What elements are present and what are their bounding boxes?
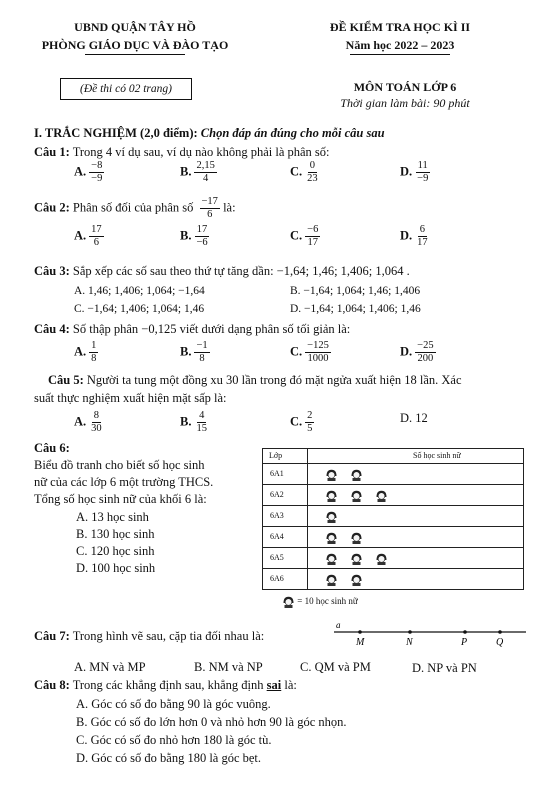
question-label: Câu 2: [34, 200, 70, 215]
student-icon [375, 489, 388, 501]
question-text: Sắp xếp các số sau theo thứ tự tăng dần: −1,64; 1,46; 1,406; 1,064 . [72, 264, 410, 278]
q2-option-a[interactable]: A. $\frac{17}{6}$ [74, 224, 102, 248]
point-q [498, 630, 502, 634]
q1-option-d[interactable]: D. $\frac{11}{-9}$ [400, 160, 429, 184]
ray-diagram [330, 618, 530, 648]
q5-option-c[interactable]: C. $\frac{2}{5}$ [290, 410, 313, 434]
question-label: Câu 3: [34, 264, 70, 278]
question-6-line2: nữ của các lớp 6 một trường THCS. [34, 475, 214, 489]
point-label-q: Q [496, 637, 504, 648]
student-icon [325, 531, 338, 543]
q6-option-b[interactable]: B. 130 học sinh [76, 527, 155, 541]
student-icon [350, 489, 363, 501]
pictograph-class-label: 6A1 [270, 468, 284, 478]
question-2: Câu 2: Phân số đối của phân số $\frac{-17}{6}$ là: [34, 196, 236, 220]
q8-option-c[interactable]: C. Góc có số đo nhỏ hơn 180 là góc tù. [76, 733, 272, 747]
question-6-line3: Tổng số học sinh nữ của khối 6 là: [34, 492, 207, 506]
point-m [358, 630, 362, 634]
question-7 [34, 629, 264, 644]
line-label-a: a [336, 620, 341, 630]
q3-option-d[interactable]: D. −1,64; 1,064; 1,406; 1,46 [290, 303, 421, 315]
q8-option-b[interactable]: B. Góc có số đo lớn hơn 0 và nhỏ hơn 90 là góc nhọn. [76, 715, 347, 729]
student-icon [350, 531, 363, 543]
question-label: Câu 4: [34, 322, 70, 336]
pictograph-class-label: 6A6 [270, 573, 284, 583]
student-icon [325, 468, 338, 480]
header-department: UBND QUẬN TÂY HỒ [74, 20, 196, 34]
q4-option-c[interactable]: C. $\frac{-125}{1000}$ [290, 340, 329, 364]
pages-note: (Đề thi có 02 trang) [60, 78, 192, 100]
question-text: Trong 4 ví dụ sau, ví dụ nào không phải là phân số: [72, 145, 330, 159]
q7-option-a[interactable]: A. MN và MP [74, 660, 146, 674]
q2-option-d[interactable]: D. $\frac{6}{17}$ [400, 224, 428, 248]
header-underline-right [350, 54, 450, 55]
q5-option-b[interactable]: B. $\frac{4}{15}$ [180, 410, 207, 434]
question-text: Số thập phân −0,125 viết dưới dạng phân số tối giản là: [72, 322, 351, 336]
section-heading [34, 126, 385, 141]
q4-option-d[interactable]: D. $\frac{-25}{200}$ [400, 340, 434, 364]
student-icon [282, 596, 295, 608]
point-label-m: M [356, 637, 365, 648]
pictograph-class-label: 6A4 [270, 531, 284, 541]
student-icon [375, 552, 388, 564]
q7-option-b[interactable]: B. NM và NP [194, 660, 263, 674]
q7-option-c[interactable]: C. QM và PM [300, 660, 371, 674]
q3-option-a[interactable]: A. 1,46; 1,406; 1,064; −1,64 [74, 285, 205, 297]
school-year: Năm học 2022 – 2023 [345, 38, 455, 52]
q6-option-c[interactable]: C. 120 học sinh [76, 544, 155, 558]
chart-header-class: Lớp [269, 451, 283, 460]
pictograph-class-label: 6A5 [270, 552, 284, 562]
student-icon [350, 573, 363, 585]
question-label: Câu 8: [34, 678, 70, 692]
question-label: Câu 5: [48, 373, 84, 387]
question-text: Trong các khẳng định sau, khẳng định [72, 678, 264, 692]
question-1 [34, 145, 330, 160]
chart-header-value: Số học sinh nữ [413, 451, 461, 460]
q4-option-b[interactable]: B. $\frac{-1}{8}$ [180, 340, 208, 364]
pictograph-row-divider [263, 463, 523, 464]
pictograph-row-divider [263, 526, 523, 527]
question-text: Trong hình vẽ sau, cặp tia đối nhau là: [72, 629, 265, 643]
point-n [408, 630, 412, 634]
student-icon [350, 552, 363, 564]
question-label: Câu 1: [34, 145, 70, 159]
student-icon [325, 510, 338, 522]
q1-option-a[interactable]: A. $\frac{-8}{-9}$ [74, 160, 103, 184]
pictograph-chart [262, 448, 524, 590]
student-icon [350, 468, 363, 480]
q1-option-b[interactable]: B. $\frac{2,15}{4}$ [180, 160, 215, 184]
q3-option-b[interactable]: B. −1,64; 1,064; 1,46; 1,406 [290, 285, 421, 297]
point-label-n: N [406, 637, 413, 648]
q7-option-d[interactable]: D. NP và PN [412, 661, 477, 675]
section-title: I. TRẮC NGHIỆM (2,0 điểm): [34, 126, 198, 140]
question-emphasis: sai [266, 678, 282, 692]
pictograph-class-label: 6A2 [270, 489, 284, 499]
pictograph-row-divider [263, 547, 523, 548]
question-text: Phân số đối của phân số [72, 200, 194, 215]
question-5 [48, 373, 462, 388]
question-4 [34, 322, 350, 337]
pictograph-row-divider [263, 568, 523, 569]
q6-option-a[interactable]: A. 13 học sinh [76, 510, 149, 524]
legend-text: = 10 học sinh nữ [297, 596, 358, 607]
student-icon [325, 489, 338, 501]
student-icon [325, 573, 338, 585]
q5-option-d[interactable]: D. 12 [400, 411, 428, 425]
exam-time: Thời gian làm bài: 90 phút [340, 96, 470, 110]
question-5-line2: suất thực nghiệm xuất hiện mặt sấp là: [34, 391, 227, 405]
q4-option-a[interactable]: A. $\frac{1}{8}$ [74, 340, 97, 364]
pictograph-legend [282, 596, 358, 608]
q2-option-c[interactable]: C. $\frac{-6}{17}$ [290, 224, 319, 248]
q5-option-a[interactable]: A. $\frac{8}{30}$ [74, 410, 102, 434]
q2-option-b[interactable]: B. $\frac{17}{-6}$ [180, 224, 208, 248]
section-instruction: Chọn đáp án đúng cho mỗi câu sau [200, 126, 385, 140]
pictograph-row-divider [263, 484, 523, 485]
question-text: Người ta tung một đồng xu 30 lần trong đó mặt ngửa xuất hiện 18 lần. Xác [86, 373, 462, 387]
exam-title: ĐỀ KIỂM TRA HỌC KÌ II [329, 20, 471, 34]
question-6-line1: Biểu đồ tranh cho biết số học sinh [34, 458, 205, 472]
point-label-p: P [461, 637, 468, 648]
question-label: Câu 7: [34, 629, 70, 643]
pictograph-class-label: 6A3 [270, 510, 284, 520]
header-underline-left [85, 54, 185, 55]
q3-option-c[interactable]: C. −1,64; 1,406; 1,064; 1,46 [74, 303, 205, 315]
q6-option-d[interactable]: D. 100 học sinh [76, 561, 156, 575]
q1-option-c[interactable]: C. $\frac{0}{23}$ [290, 160, 318, 184]
q8-option-a[interactable]: A. Góc có số đo bằng 90 là góc vuông. [76, 697, 271, 711]
q8-option-d[interactable]: D. Góc có số đo bằng 180 là góc bẹt. [76, 751, 262, 765]
header-office: PHÒNG GIÁO DỤC VÀ ĐÀO TẠO [41, 38, 229, 52]
point-p [463, 630, 467, 634]
question-3 [34, 264, 410, 279]
subject-title: MÔN TOÁN LỚP 6 [353, 80, 457, 94]
student-icon [325, 552, 338, 564]
question-6-label: Câu 6: [34, 441, 70, 455]
pictograph-row-divider [263, 505, 523, 506]
question-8: Câu 8: Trong các khẳng định sau, khẳng định sai là: [34, 678, 297, 692]
